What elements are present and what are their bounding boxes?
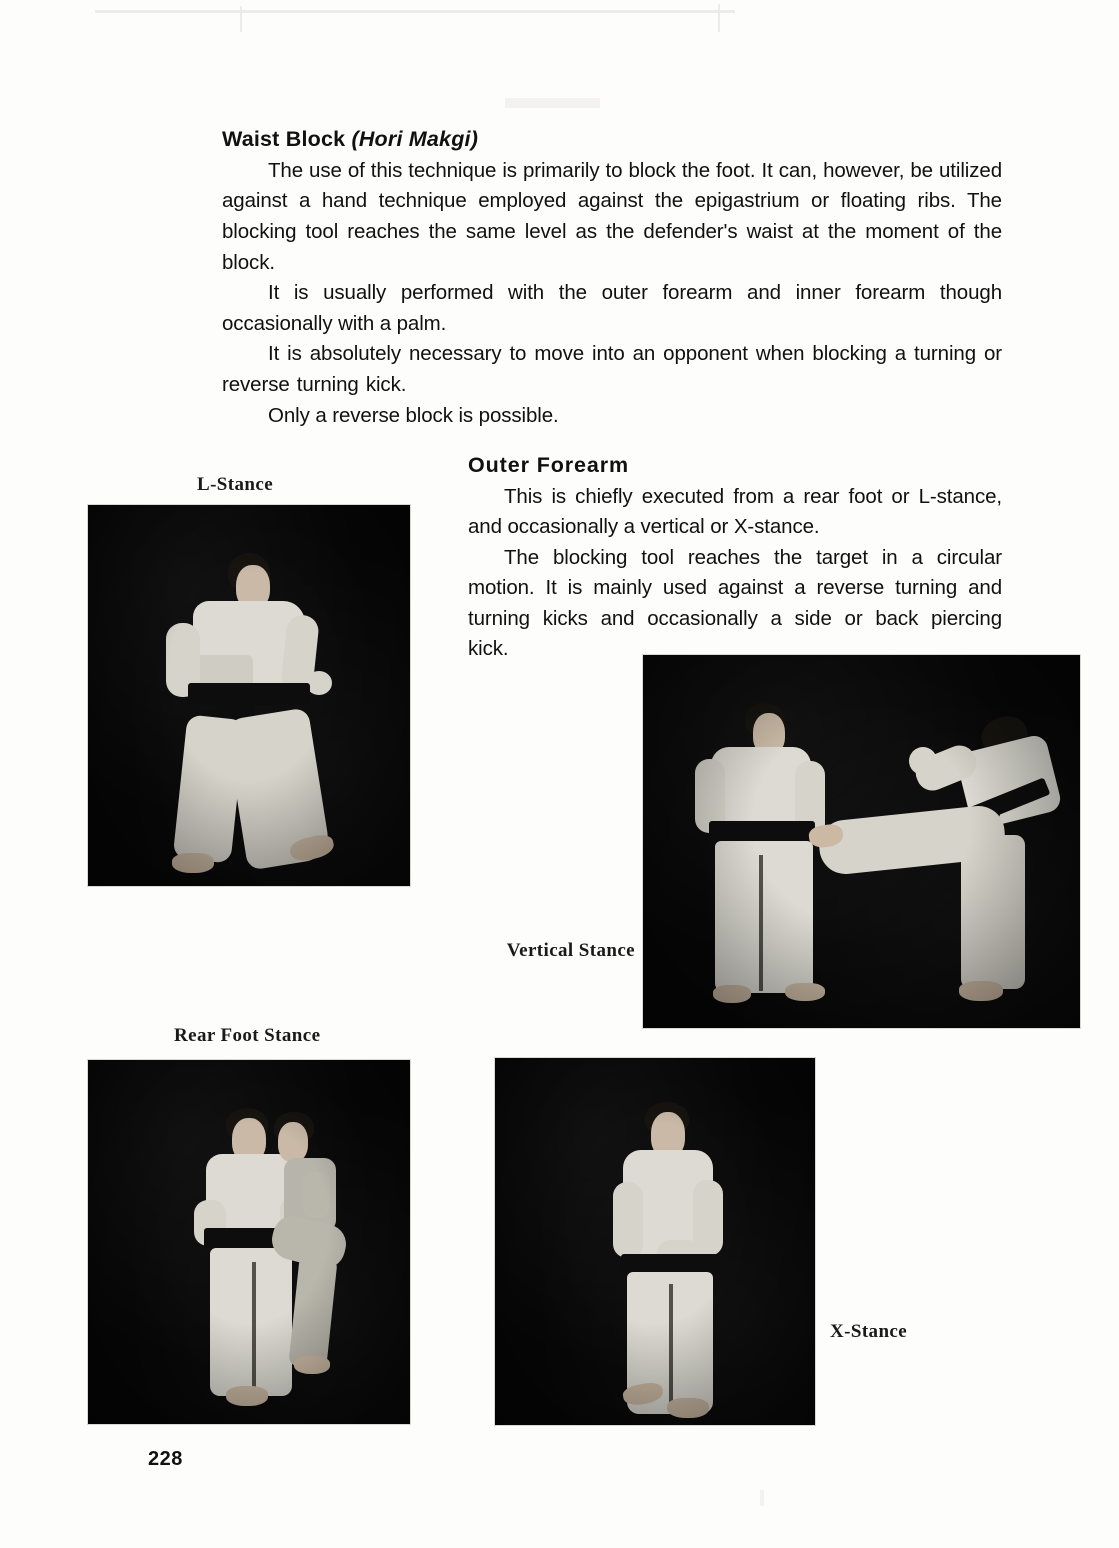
paragraph-waist-block-2: It is usually performed with the outer forearm and inner forearm though occasionally with a palm. <box>222 281 1002 335</box>
section-heading-waist-block <box>222 126 1002 153</box>
caption-rear-foot-stance: Rear Foot Stance <box>174 1025 321 1046</box>
scan-artifact <box>760 1490 764 1506</box>
heading-korean-term: Waist Block <box>222 127 346 151</box>
photo-vignette <box>495 1058 815 1425</box>
photo-vignette <box>88 505 410 886</box>
photo-vignette <box>88 1060 410 1424</box>
scan-artifact <box>505 98 600 108</box>
heading-romanization: (Hori Makgi) <box>351 127 479 151</box>
figure-photo-x-stance <box>495 1058 815 1425</box>
waist-block-section <box>222 126 1002 431</box>
paragraph-waist-block-4: Only a reverse block is possible. <box>268 403 559 427</box>
figure-photo-rear-foot-stance <box>88 1060 410 1424</box>
caption-vertical-stance: Vertical Stance <box>506 940 635 961</box>
photo-vignette <box>643 655 1080 1028</box>
paragraph-waist-block-3: It is absolutely necessary to move into an opponent when blocking a turning or reverse turning kick. <box>222 342 1002 397</box>
scan-artifact <box>95 10 735 13</box>
paragraph-outer-forearm-2: The blocking tool reaches the target in a circular motion. It is mainly used against a reverse turning and turning kicks and occasionally a side or back piercing kick. <box>468 545 1002 660</box>
paragraph-waist-block-1: The use of this technique is primarily to block the foot. It can, however, be utilized against a hand technique employed against the epigastrium or floating ribs. The blocking tool reaches the same level as the defender's waist at the moment of the block. <box>222 158 1002 274</box>
figure-photo-l-stance <box>88 505 410 886</box>
scan-artifact <box>718 4 720 32</box>
section-heading-outer-forearm: Outer Forearm <box>468 453 630 477</box>
outer-forearm-section <box>468 452 1002 664</box>
caption-x-stance: X-Stance <box>830 1321 908 1342</box>
figure-photo-vertical-stance <box>643 655 1080 1028</box>
scan-artifact <box>240 6 242 32</box>
page-number: 228 <box>148 1448 183 1470</box>
paragraph-outer-forearm-1: This is chiefly executed from a rear foot or L-stance, and occasionally a vertical or X-stance. <box>468 484 1002 539</box>
caption-l-stance: L-Stance <box>197 474 274 495</box>
